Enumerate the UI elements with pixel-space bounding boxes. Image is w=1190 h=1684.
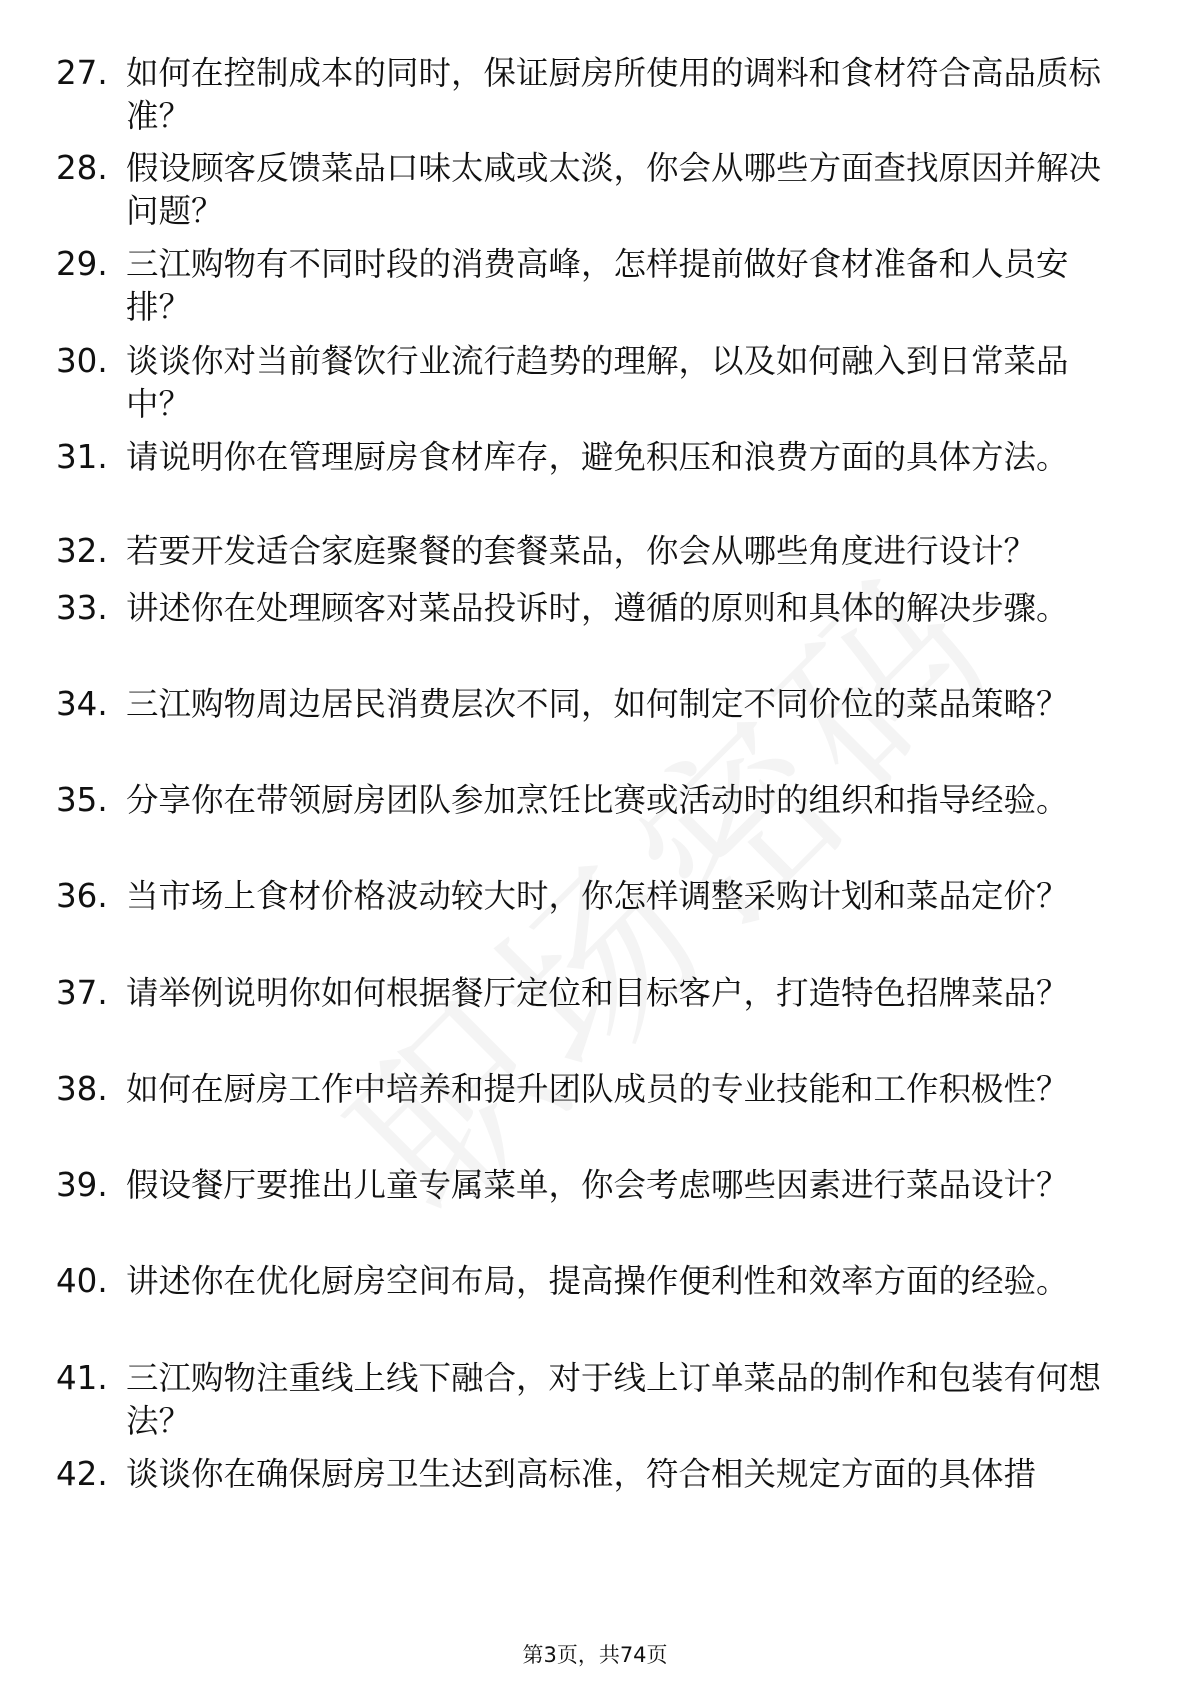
question-number: 42. <box>56 1455 108 1493</box>
question-item <box>56 530 1126 573</box>
question-text: 假设餐厅要推出儿童专属菜单，你会考虑哪些因素进行菜品设计？ <box>126 1166 1069 1204</box>
question-item <box>56 587 1126 630</box>
question-item <box>56 1357 1126 1443</box>
question-number: 40. <box>56 1262 108 1300</box>
question-item <box>56 1164 1126 1207</box>
question-number: 27. <box>56 54 108 92</box>
question-number: 35. <box>56 781 108 819</box>
question-text: 谈谈你在确保厨房卫生达到高标准，符合相关规定方面的具体措 <box>126 1455 1037 1493</box>
question-text: 三江购物周边居民消费层次不同，如何制定不同价位的菜品策略？ <box>126 685 1069 723</box>
question-number: 28. <box>56 149 108 187</box>
question-text: 三江购物注重线上线下融合，对于线上订单菜品的制作和包装有何想法？ <box>126 1359 1102 1440</box>
question-text: 若要开发适合家庭聚餐的套餐菜品，你会从哪些角度进行设计？ <box>126 532 1037 570</box>
page-footer: 第3页，共74页 <box>522 1643 668 1667</box>
question-text: 讲述你在优化厨房空间布局，提高操作便利性和效率方面的经验。 <box>126 1262 1069 1300</box>
question-item <box>56 52 1126 138</box>
question-number: 41. <box>56 1359 108 1397</box>
question-number: 32. <box>56 532 108 570</box>
question-text: 分享你在带领厨房团队参加烹饪比赛或活动时的组织和指导经验。 <box>126 781 1069 819</box>
question-text: 三江购物有不同时段的消费高峰，怎样提前做好食材准备和人员安排？ <box>126 245 1069 326</box>
question-text: 假设顾客反馈菜品口味太咸或太淡，你会从哪些方面查找原因并解决问题？ <box>126 149 1102 230</box>
question-text: 请说明你在管理厨房食材库存，避免积压和浪费方面的具体方法。 <box>126 438 1069 476</box>
question-number: 30. <box>56 342 108 380</box>
question-item <box>56 340 1126 426</box>
question-number: 34. <box>56 685 108 723</box>
question-item <box>56 243 1126 329</box>
question-item <box>56 875 1126 918</box>
question-text: 请举例说明你如何根据餐厅定位和目标客户，打造特色招牌菜品？ <box>126 974 1069 1012</box>
question-number: 29. <box>56 245 108 283</box>
question-item <box>56 147 1126 233</box>
question-item <box>56 1453 1126 1496</box>
question-item <box>56 972 1126 1015</box>
question-text: 如何在厨房工作中培养和提升团队成员的专业技能和工作积极性？ <box>126 1070 1069 1108</box>
question-text: 如何在控制成本的同时，保证厨房所使用的调料和食材符合高品质标准？ <box>126 54 1102 135</box>
question-text: 当市场上食材价格波动较大时，你怎样调整采购计划和菜品定价？ <box>126 877 1069 915</box>
question-item <box>56 683 1126 726</box>
question-item <box>56 436 1126 479</box>
question-text: 谈谈你对当前餐饮行业流行趋势的理解，以及如何融入到日常菜品中？ <box>126 342 1069 423</box>
question-number: 36. <box>56 877 108 915</box>
question-number: 39. <box>56 1166 108 1204</box>
question-item <box>56 1260 1126 1303</box>
question-number: 38. <box>56 1070 108 1108</box>
question-number: 31. <box>56 438 108 476</box>
question-item <box>56 779 1126 822</box>
question-item <box>56 1068 1126 1111</box>
question-number: 37. <box>56 974 108 1012</box>
question-text: 讲述你在处理顾客对菜品投诉时，遵循的原则和具体的解决步骤。 <box>126 589 1069 627</box>
question-number: 33. <box>56 589 108 627</box>
